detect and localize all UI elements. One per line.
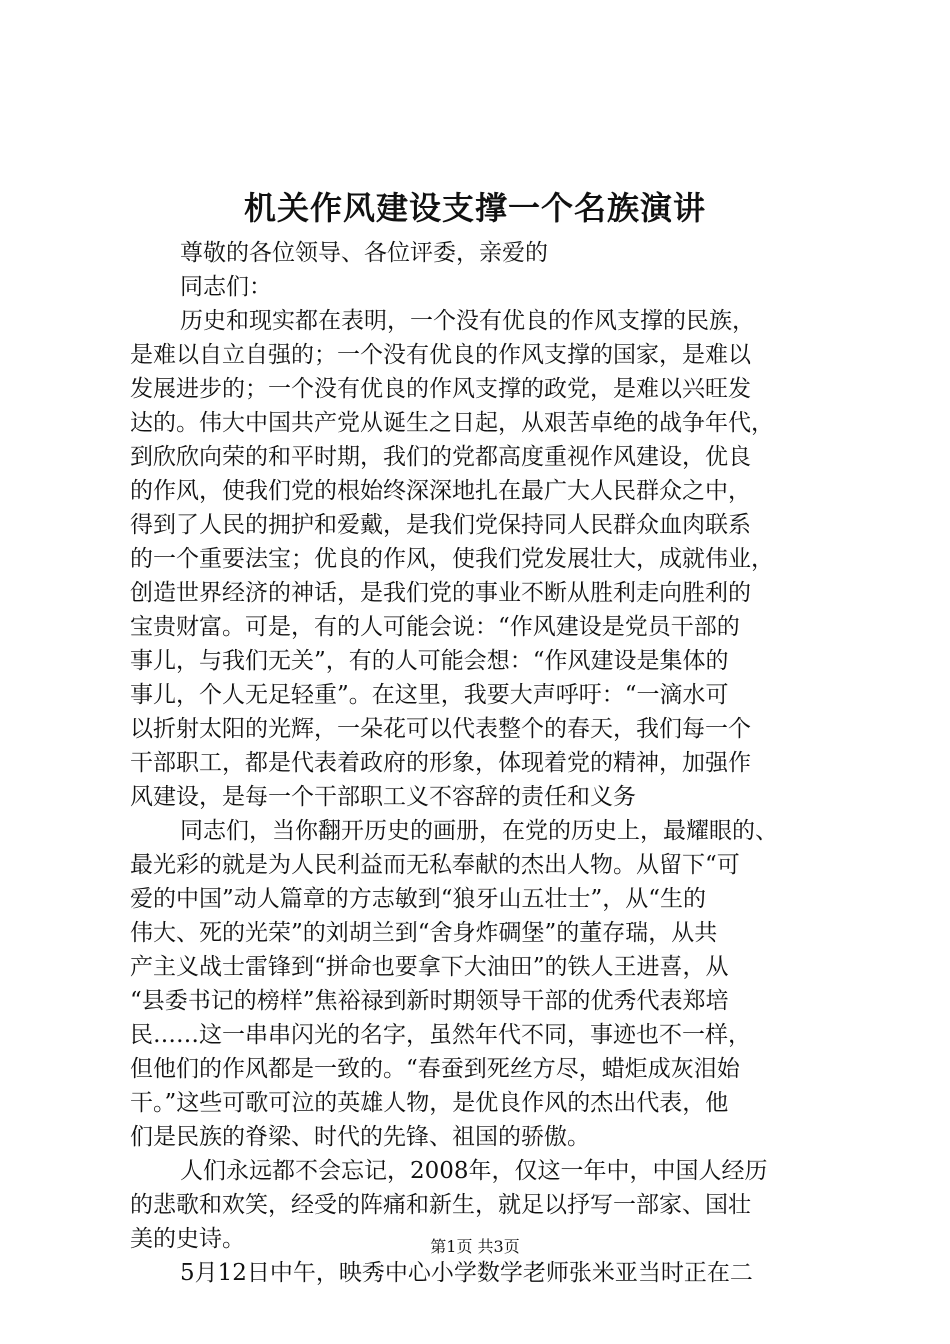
text-line: 但他们的作风都是一致的。“春蚕到死丝方尽，蜡炬成灰泪始 [130, 1056, 740, 1082]
text-line: 同志们，当你翻开历史的画册，在党的历史上，最耀眼的、 [180, 818, 778, 844]
text-line: 事儿，与我们无关”，有的人可能会想：“作风建设是集体的 [130, 648, 729, 674]
text-line: 是难以自立自强的；一个没有优良的作风支撑的国家，是难以 [130, 342, 751, 368]
text-line: 民……这一串串闪光的名字，虽然年代不同，事迹也不一样， [130, 1022, 751, 1048]
text-line: 美的史诗。 [130, 1226, 245, 1252]
document-title: 机关作风建设支撑一个名族演讲 [243, 189, 706, 227]
text-line: 到欣欣向荣的和平时期，我们的党都高度重视作风建设，优良 [130, 444, 751, 470]
text-line: 尊敬的各位领导、各位评委，亲爱的 [180, 240, 548, 266]
text-line: “县委书记的榜样”焦裕禄到新时期领导干部的优秀代表郑培 [130, 988, 729, 1014]
text-line: 创造世界经济的神话，是我们党的事业不断从胜利走向胜利的 [130, 580, 751, 606]
text-line: 干部职工，都是代表着政府的形象，体现着党的精神，加强作 [130, 750, 751, 776]
text-line: 达的。伟大中国共产党从诞生之日起，从艰苦卓绝的战争年代， [130, 410, 774, 436]
text-line: 的作风，使我们党的根始终深深地扎在最广大人民群众之中， [130, 478, 751, 504]
text-line: 风建设，是每一个干部职工义不容辞的责任和义务 [130, 784, 636, 810]
text-line: 宝贵财富。可是，有的人可能会说：“作风建设是党员干部的 [130, 614, 740, 640]
text-line: 最光彩的就是为人民利益而无私奉献的杰出人物。从留下“可 [130, 852, 740, 878]
text-line: 伟大、死的光荣”的刘胡兰到“舍身炸碉堡”的董存瑞，从共 [130, 920, 718, 946]
text-line: 干。”这些可歌可泣的英雄人物，是优良作风的杰出代表，他 [130, 1090, 729, 1116]
text-line: 们是民族的脊梁、时代的先锋、祖国的骄傲。 [130, 1124, 590, 1150]
page-footer: 第1页 共3页 [430, 1237, 520, 1256]
text-line: 人们永远都不会忘记，2008年，仅这一年中，中国人经历 [180, 1158, 768, 1184]
text-line: 发展进步的；一个没有优良的作风支撑的政党，是难以兴旺发 [130, 376, 751, 402]
text-line: 得到了人民的拥护和爱戴，是我们党保持同人民群众血肉联系 [130, 512, 751, 538]
text-line: 的悲歌和欢笑，经受的阵痛和新生，就足以抒写一部家、国壮 [130, 1192, 751, 1218]
text-line: 同志们： [180, 274, 272, 300]
text-line: 事儿，个人无足轻重”。在这里，我要大声呼吁：“一滴水可 [130, 682, 729, 708]
text-line: 历史和现实都在表明，一个没有优良的作风支撑的民族， [180, 308, 755, 334]
text-line: 以折射太阳的光辉，一朵花可以代表整个的春天，我们每一个 [130, 716, 751, 742]
text-line: 产主义战士雷锋到“拼命也要拿下大油田”的铁人王进喜，从 [130, 954, 729, 980]
text-line: 5月12日中午，映秀中心小学数学老师张米亚当时正在二 [180, 1260, 753, 1286]
text-line: 爱的中国”动人篇章的方志敏到“狼牙山五壮士”，从“生的 [130, 886, 707, 912]
document-body [130, 236, 830, 1290]
text-line: 的一个重要法宝；优良的作风，使我们党发展壮大，成就伟业， [130, 546, 774, 572]
